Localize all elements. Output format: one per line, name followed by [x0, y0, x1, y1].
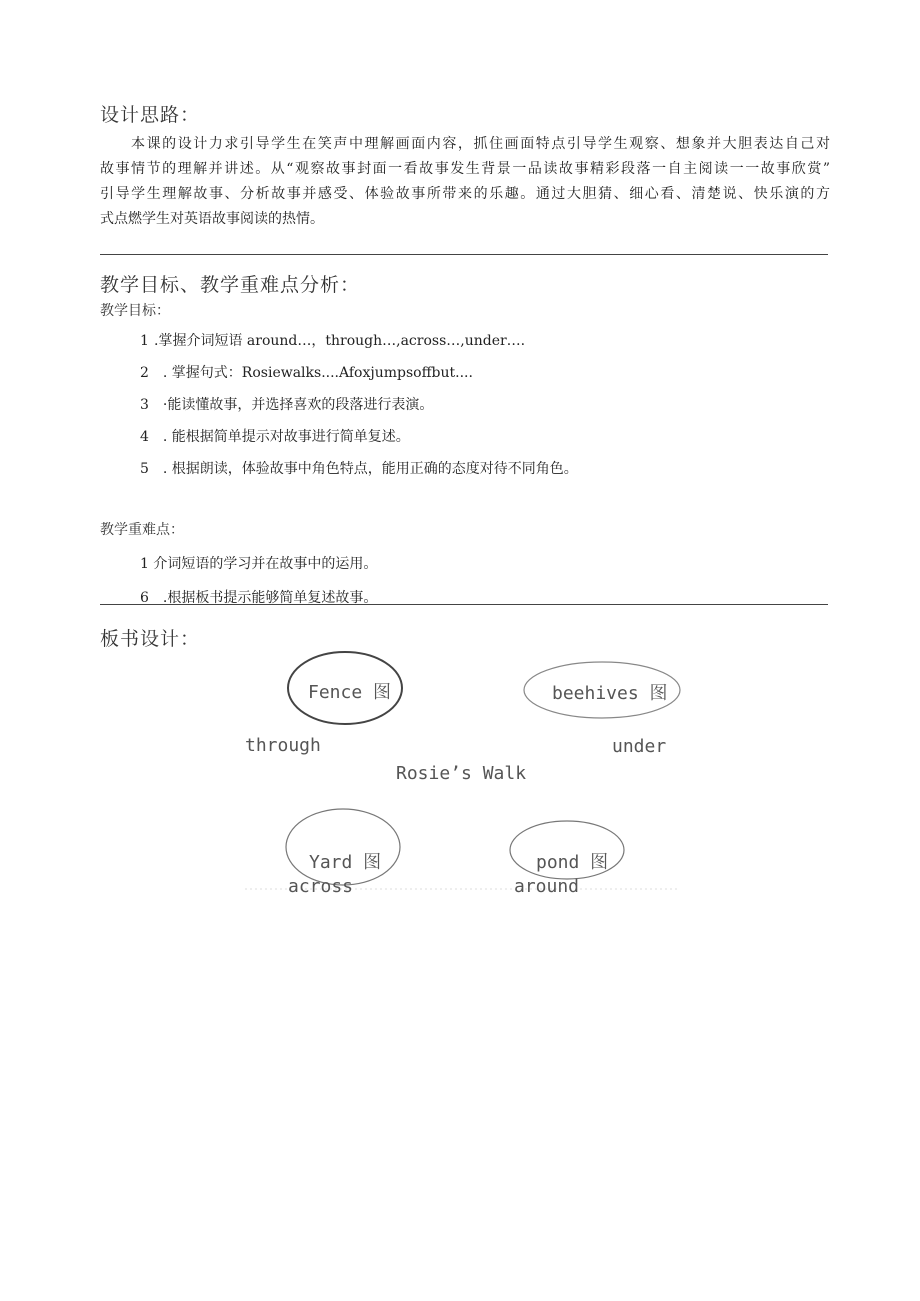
design-line-2: 故事情节的理解并讲述。从“观察故事封面一看故事发生背景一品读故事精彩段落一自主阅读一一故事欣赏” — [100, 161, 830, 177]
key-point-item-2: 6 .根据板书提示能够简单复述故事。 — [140, 590, 378, 606]
goal-item-1: 1 .掌握介词短语 around…，through…,across…,under…. — [140, 333, 526, 349]
pond-label: pond 图 — [536, 852, 609, 873]
goals-sub-heading: 教学目标： — [100, 303, 170, 319]
goal-item-5: 5 . 根据朗读，体验故事中角色特点，能用正确的态度对待不同角色。 — [140, 461, 578, 477]
key-point-item-1: 1 介词短语的学习并在故事中的运用。 — [140, 556, 378, 572]
key-points-heading: 教学重难点： — [100, 522, 184, 538]
design-line-3: 引导学生理解故事、分析故事并感受、体验故事所带来的乐趣。通过大胆猜、细心看、清楚说、快乐演的方 — [100, 186, 830, 202]
goal-item-3: 3 ·能读懂故事，并选择喜欢的段落进行表演。 — [140, 397, 434, 413]
design-heading: 设计思路： — [100, 104, 201, 126]
word-across: across — [288, 876, 354, 897]
goals-heading: 教学目标、教学重难点分析： — [100, 274, 361, 296]
beehives-label: beehives 图 — [552, 683, 668, 704]
goal-item-2: 2 . 掌握句式：Rosiewalks....Afoxjumpsoffbut.... — [140, 365, 473, 381]
board-title: Rosie’s Walk — [396, 763, 527, 784]
design-line-4: 式点燃学生对英语故事阅读的热情。 — [100, 211, 324, 227]
design-line-1: 本课的设计力求引导学生在笑声中理解画面内容，抓住画面特点引导学生观察、想象并大胆表达自己对 — [131, 136, 830, 152]
word-through: through — [245, 735, 321, 756]
fence-label: Fence 图 — [308, 682, 392, 703]
yard-label: Yard 图 — [309, 852, 382, 873]
word-around: around — [514, 876, 580, 897]
word-under: under — [612, 736, 667, 757]
goal-item-4: 4 . 能根据简单提示对故事进行简单复述。 — [140, 429, 410, 445]
board-heading: 板书设计： — [100, 628, 201, 650]
